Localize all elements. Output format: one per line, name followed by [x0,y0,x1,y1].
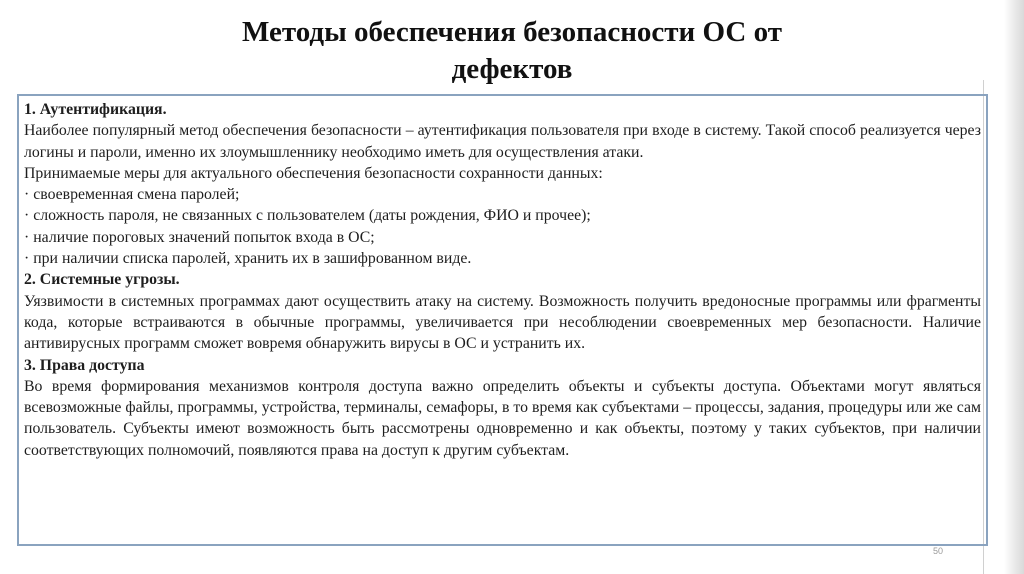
bullet-item: · сложность пароля, не связанных с пользователем (даты рождения, ФИО и прочее); [24,207,591,225]
section-authentication-heading: 1. Аутентификация. [24,101,167,118]
slide-title [0,14,1024,88]
bullet-item: · наличие пороговых значений попыток входа в ОС; [24,228,375,246]
section-system-threats-heading: 2. Системные угрозы. [24,271,180,289]
section-authentication-paragraph: Наиболее популярный метод обеспечения безопасности – аутентификация пользователя при входе в систему. Такой способ реализуется через логины и пароли, именно их злоумышленнику необходимо иметь для осуществления атаки. [24,122,981,161]
section-access-rights-heading: 3. Права доступа [24,356,145,374]
section-authentication-measures-intro: Принимаемые меры для актуального обеспечения безопасности сохранности данных: [24,164,603,182]
section-access-rights-paragraph: Во время формирования механизмов контроля доступа важно определить объекты и субъекты доступа. Объектами могут являться всевозможные файлы, программы, устройства, терминалы, семафоры, в то время как субъектами – процессы, задания, процедуры или же сам пользователь. Субъекты имеют возможность быть рассмотрены одновременно и как объекты, поэтому у таких субъектов, при наличии соответствующих полномочий, появляются права на доступ к другим субъектам. [24,377,981,459]
bullet-item: · своевременная смена паролей; [24,186,240,204]
content-frame [17,94,988,546]
slide-title-line-2: дефектов [451,53,573,85]
slide-title-line-1: Методы обеспечения безопасности ОС от [242,16,782,48]
bullet-item: · при наличии списка паролей, хранить их в зашифрованном виде. [24,250,472,268]
content-text [24,99,981,461]
section-system-threats-paragraph: Уязвимости в системных программах дают осуществить атаку на систему. Возможность получить вредоносные программы или фрагменты кода, которые встраиваются в обычные программы, увеличивается при несоблюдении своевременных мер безопасности. Наличие антивирусных программ сможет вовремя обнаружить вирусы в ОС и устранить их. [24,292,981,353]
page-number: 50 [933,546,944,556]
